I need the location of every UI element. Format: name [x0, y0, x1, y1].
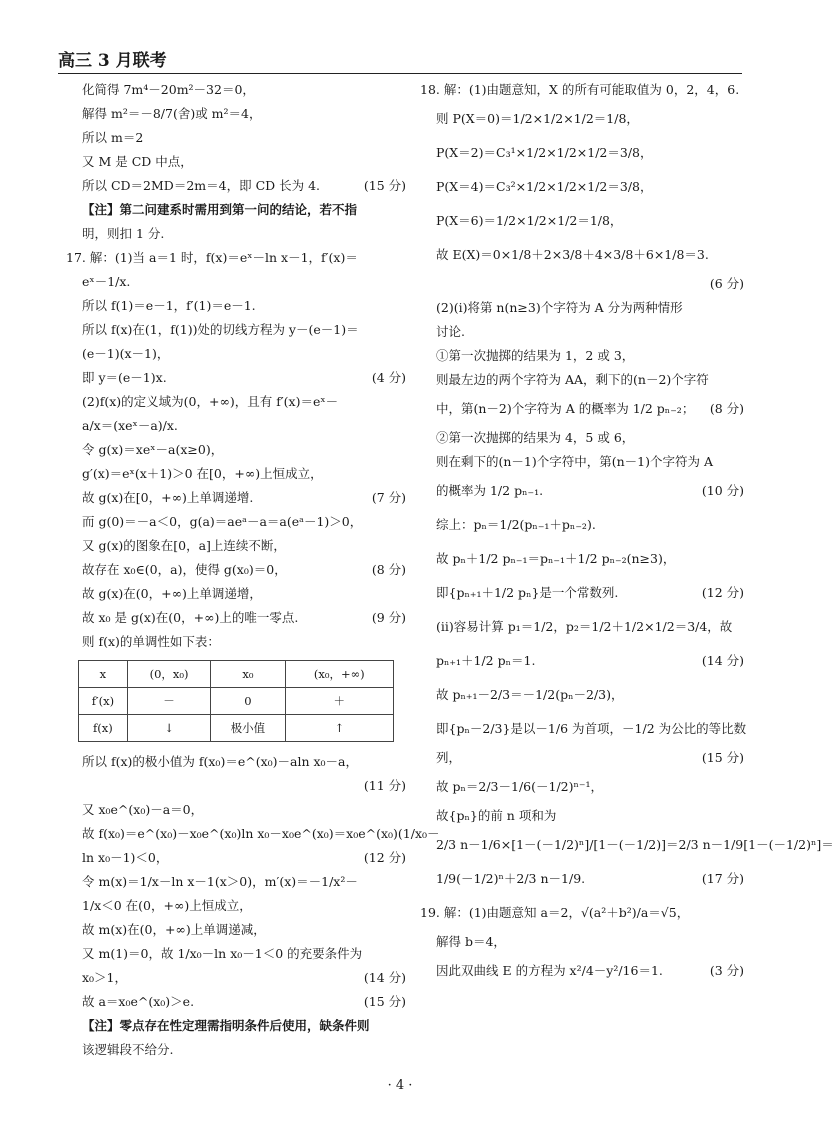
table-cell: 0: [211, 688, 285, 715]
score-mark: (4 分): [371, 370, 406, 385]
score-mark: (14 分): [701, 653, 744, 668]
line-text: 即{pₙ－2/3}是以－1/6 为首项，－1/2 为公比的等比数: [436, 721, 747, 736]
table-cell: －: [127, 688, 210, 715]
line-text: 令 g(x)＝xeˣ－a(x≥0)，: [82, 442, 224, 457]
line-text: 所以 CD＝2MD＝2m＝4，即 CD 长为 4.: [82, 178, 321, 193]
solution-line: [66, 606, 406, 630]
solution-line: [66, 750, 406, 774]
solution-line: [66, 270, 406, 294]
line-text: 故存在 x₀∈(0，a)，使得 g(x₀)＝0，: [82, 562, 287, 577]
page-number: · 4 ·: [387, 1078, 413, 1093]
score-mark: (3 分): [709, 963, 744, 978]
solution-line: [420, 392, 744, 426]
line-text: pₙ₊₁＋1/2 pₙ＝1.: [436, 653, 536, 668]
line-text: 又 m(1)＝0，故 1/x₀－ln x₀－1＜0 的充要条件为: [82, 946, 363, 961]
line-text: a/x＝(xeˣ－a)/x.: [82, 418, 178, 433]
line-text: 讨论.: [436, 324, 465, 339]
solution-line: [66, 246, 406, 270]
solution-line: [66, 222, 406, 246]
exam-title: 高三 3 月联考: [58, 51, 167, 71]
solution-line: [66, 534, 406, 558]
solution-line: [66, 894, 406, 918]
table-cell: ＋: [285, 688, 393, 715]
score-mark: (12 分): [363, 850, 406, 865]
table-cell: ↓: [127, 715, 210, 742]
solution-line: [66, 462, 406, 486]
line-text: P(X＝2)＝C₃¹×1/2×1/2×1/2＝3/8，: [436, 145, 653, 160]
solution-line: [420, 828, 834, 862]
solution-line: [66, 486, 406, 510]
solution-line: [66, 630, 406, 654]
line-text: (2)(ⅰ)将第 n(n≥3)个字符为 A 分为两种情形: [436, 300, 683, 315]
solution-line: [420, 712, 747, 746]
score-mark: (14 分): [363, 970, 406, 985]
solution-line: [66, 438, 406, 462]
score-mark: (10 分): [701, 483, 744, 498]
line-text: 则最左边的两个字符为 AA，剩下的(n－2)个字符: [436, 372, 709, 387]
line-text: 令 m(x)＝1/x－ln x－1(x＞0)，m′(x)＝－1/x²－: [82, 874, 358, 889]
line-text: 【注】第二问建系时需用到第一问的结论，若不指: [82, 202, 358, 217]
line-text: 列，: [436, 750, 462, 765]
line-text: 而 g(0)＝－a＜0，g(a)＝aeᵃ－a＝a(eᵃ－1)＞0，: [82, 514, 363, 529]
line-text: ①第一次抛掷的结果为 1，2 或 3，: [436, 348, 635, 363]
score-mark: (15 分): [363, 994, 406, 1009]
solution-line: [66, 174, 406, 198]
line-text: x₀＞1，: [82, 970, 128, 985]
line-text: 19. 解：(1)由题意知 a＝2，√(a²＋b²)/a＝√5，: [420, 905, 690, 920]
solution-line: [420, 474, 744, 508]
solution-line: [66, 102, 406, 126]
solution-line: [66, 1014, 406, 1038]
solution-line: [66, 366, 406, 390]
line-text: 又 M 是 CD 中点，: [82, 154, 193, 169]
line-text: P(X＝4)＝C₃²×1/2×1/2×1/2＝3/8，: [436, 179, 653, 194]
score-mark: (8 分): [371, 562, 406, 577]
line-text: 故 g(x)在[0，+∞)上单调递增.: [82, 490, 254, 505]
line-text: (ⅱ)容易计算 p₁＝1/2，p₂＝1/2＋1/2×1/2＝3/4，故: [436, 619, 733, 634]
line-text: 即 y＝(e－1)x.: [82, 370, 167, 385]
line-text: 则 P(X＝0)＝1/2×1/2×1/2＝1/8，: [436, 111, 639, 126]
table-cell: x₀: [211, 661, 285, 688]
solution-line: [420, 368, 744, 392]
line-text: (2)f(x)的定义域为(0，+∞)，且有 f′(x)＝eˣ－: [82, 394, 339, 409]
table-row: [79, 688, 394, 715]
solution-line: [420, 272, 744, 296]
line-text: 的概率为 1/2 pₙ₋₁.: [436, 483, 544, 498]
line-text: 明，则扣 1 分.: [82, 226, 165, 241]
solution-line: [420, 508, 744, 542]
solution-line: [66, 150, 406, 174]
line-text: 故 E(X)＝0×1/8＋2×3/8＋4×3/8＋6×1/8＝3.: [436, 247, 709, 262]
line-text: (e－1)(x－1)，: [82, 346, 170, 361]
solution-line: [66, 846, 406, 870]
line-text: 【注】零点存在性定理需指明条件后使用，缺条件则: [82, 1018, 370, 1033]
solution-line: [66, 390, 406, 414]
line-text: 故 f(x₀)＝e^(x₀)－x₀e^(x₀)ln x₀－x₀e^(x₀)＝x₀e^(x₀)(1/x₀－: [82, 826, 440, 841]
line-text: 则 f(x)的单调性如下表：: [82, 634, 220, 649]
line-text: 该逻辑段不给分.: [82, 1042, 174, 1057]
line-text: g′(x)＝eˣ(x＋1)＞0 在[0，+∞)上恒成立，: [82, 466, 323, 481]
score-mark: (7 分): [371, 490, 406, 505]
line-text: 2/3 n－1/6×[1－(－1/2)ⁿ]/[1－(－1/2)]＝2/3 n－1/9[1－(－1/2)ⁿ]＝: [436, 837, 834, 852]
line-text: 所以 f(x)在(1，f(1))处的切线方程为 y－(e－1)＝: [82, 322, 359, 337]
right-column: [420, 78, 834, 988]
solution-line: [420, 804, 744, 828]
solution-line: [420, 862, 744, 896]
score-mark: (15 分): [363, 178, 406, 193]
solution-line: [66, 990, 406, 1014]
solution-line: [66, 870, 406, 894]
solution-line: [420, 930, 744, 954]
solution-line: [420, 770, 744, 804]
solution-line: [66, 798, 406, 822]
solution-line: [420, 238, 744, 272]
line-text: 故 pₙ＝2/3－1/6(－1/2)ⁿ⁻¹，: [436, 779, 604, 794]
page-header: [58, 42, 742, 74]
solution-line: [66, 510, 406, 534]
solution-line: [66, 342, 406, 366]
line-text: ln x₀－1)＜0，: [82, 850, 169, 865]
solution-line: [66, 1038, 406, 1062]
line-text: 故 a＝x₀e^(x₀)＞e.: [82, 994, 195, 1009]
line-text: 故 m(x)在(0，+∞)上单调递减，: [82, 922, 266, 937]
table-cell: (x₀，+∞): [285, 661, 393, 688]
line-text: ②第一次抛掷的结果为 4，5 或 6，: [436, 430, 635, 445]
table-cell: (0，x₀): [127, 661, 210, 688]
solution-line: [66, 126, 406, 150]
solution-line: [420, 678, 744, 712]
solution-line: [420, 426, 744, 450]
solution-line: [66, 558, 406, 582]
solution-line: [420, 610, 744, 644]
line-text: 1/9(－1/2)ⁿ＋2/3 n－1/9.: [436, 871, 586, 886]
line-text: 又 x₀e^(x₀)－a＝0，: [82, 802, 204, 817]
solution-line: [66, 774, 406, 798]
solution-line: [66, 942, 406, 966]
solution-line: [420, 450, 744, 474]
line-text: 故 pₙ＋1/2 pₙ₋₁＝pₙ₋₁＋1/2 pₙ₋₂(n≥3)，: [436, 551, 676, 566]
line-text: 所以 f(x)的极小值为 f(x₀)＝e^(x₀)－aln x₀－a，: [82, 754, 358, 769]
solution-line: [420, 344, 744, 368]
solution-line: [66, 414, 406, 438]
line-text: 中，第(n－2)个字符为 A 的概率为 1/2 pₙ₋₂；: [436, 401, 695, 416]
solution-line: [420, 320, 744, 344]
solution-line: [66, 78, 406, 102]
score-mark: (17 分): [701, 871, 744, 886]
solution-line: [420, 170, 744, 204]
line-text: 解得 b＝4，: [436, 934, 506, 949]
score-mark: (11 分): [363, 778, 406, 793]
line-text: 故 pₙ₊₁－2/3＝－1/2(pₙ－2/3)，: [436, 687, 624, 702]
monotonicity-table: [78, 660, 394, 742]
line-text: 故{pₙ}的前 n 项和为: [436, 808, 557, 823]
score-mark: (8 分): [709, 401, 744, 416]
line-text: 因此双曲线 E 的方程为 x²/4－y²/16＝1.: [436, 963, 663, 978]
table-row: [79, 715, 394, 742]
line-text: 即{pₙ₊₁＋1/2 pₙ}是一个常数列.: [436, 585, 619, 600]
table-cell: x: [79, 661, 128, 688]
solution-line: [420, 204, 744, 238]
table-cell: ↑: [285, 715, 393, 742]
line-text: 故 x₀ 是 g(x)在(0，+∞)上的唯一零点.: [82, 610, 299, 625]
line-text: 所以 f(1)＝e－1，f′(1)＝e－1.: [82, 298, 256, 313]
line-text: 1/x＜0 在(0，+∞)上恒成立，: [82, 898, 252, 913]
solution-line: [420, 576, 744, 610]
table-row: [79, 661, 394, 688]
line-text: 17. 解：(1)当 a＝1 时，f(x)＝eˣ－ln x－1，f′(x)＝: [66, 250, 358, 265]
left-column: [66, 78, 440, 1062]
solution-line: [66, 582, 406, 606]
solution-line: [66, 294, 406, 318]
line-text: 则在剩下的(n－1)个字符中，第(n－1)个字符为 A: [436, 454, 714, 469]
line-text: 18. 解：(1)由题意知，X 的所有可能取值为 0，2，4，6.: [420, 82, 740, 97]
line-text: 解得 m²＝－8/7(舍)或 m²＝4，: [82, 106, 262, 121]
solution-line: [420, 954, 744, 988]
solution-line: [420, 644, 744, 678]
line-text: 化简得 7m⁴－20m²－32＝0，: [82, 82, 255, 97]
solution-line: [66, 966, 406, 990]
line-text: 又 g(x)的图象在[0，a]上连续不断，: [82, 538, 286, 553]
solution-line: [420, 896, 744, 930]
solution-line: [420, 542, 744, 576]
line-text: 所以 m＝2: [82, 130, 144, 145]
solution-line: [66, 318, 406, 342]
solution-line: [66, 918, 406, 942]
table-cell: f′(x): [79, 688, 128, 715]
score-mark: (12 分): [701, 585, 744, 600]
score-mark: (15 分): [701, 750, 744, 765]
table-cell: 极小值: [211, 715, 285, 742]
solution-line: [66, 198, 406, 222]
line-text: 故 g(x)在(0，+∞)上单调递增，: [82, 586, 262, 601]
solution-line: [420, 746, 744, 770]
score-mark: (9 分): [371, 610, 406, 625]
line-text: P(X＝6)＝1/2×1/2×1/2＝1/8，: [436, 213, 623, 228]
score-mark: (6 分): [709, 276, 744, 291]
table-cell: f(x): [79, 715, 128, 742]
solution-line: [420, 296, 744, 320]
line-text: eˣ－1/x.: [82, 274, 131, 289]
solution-line: [420, 136, 744, 170]
solution-line: [66, 822, 440, 846]
solution-line: [420, 102, 744, 136]
solution-line: [420, 78, 744, 102]
line-text: 综上：pₙ＝1/2(pₙ₋₁＋pₙ₋₂).: [436, 517, 596, 532]
